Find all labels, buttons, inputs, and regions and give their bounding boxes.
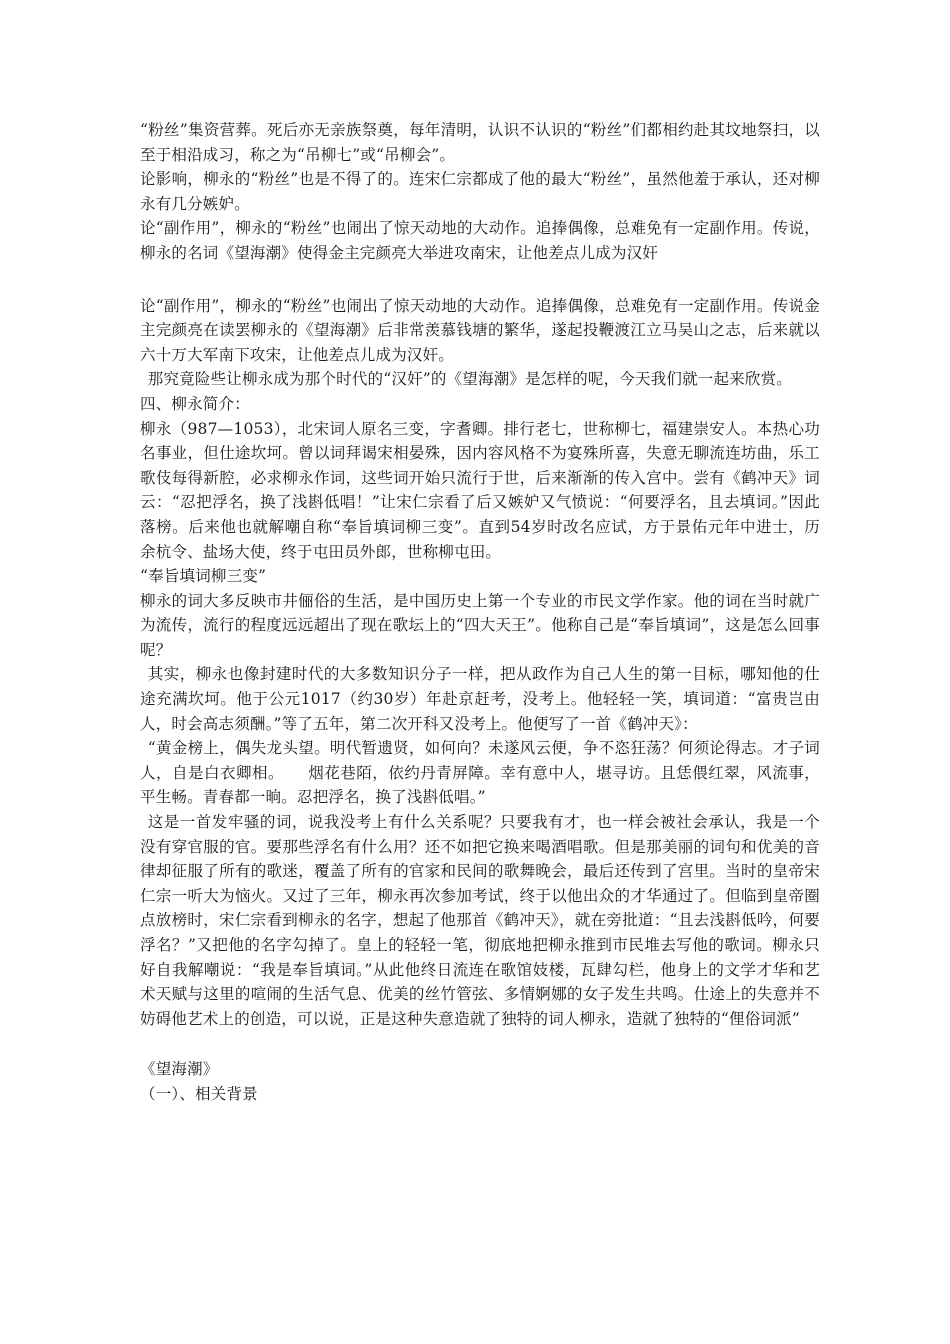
- heading-wanghaichao: 《望海潮》: [140, 1060, 219, 1079]
- paragraph-folk-poet: 柳永的词大多反映市井俪俗的生活，是中国历史上第一个专业的市民文学作家。他的词在当时就广为流传，流行的程度远远超出了现在歌坛上的“四大天王”。他称自己是“奉旨填词”，这是怎么回事呢？: [140, 591, 820, 659]
- paragraph-side-effect-draft: 论“副作用”，柳永的“粉丝”也闹出了惊天动地的大动作。追捧偶像，总难免有一定副作用。传说，柳永的名词《望海潮》使得金主完颜亮大举进攻南宋，让他差点儿成为汉奸: [140, 219, 820, 262]
- heading-background: （一）、相关背景: [140, 1084, 258, 1103]
- blank-line: [140, 266, 820, 294]
- subheading-fengzhi: “奉旨填词柳三变”: [140, 567, 267, 586]
- poem-hechongtian: “黄金榜上，偶失龙头望。明代暂遗贤，如何向？未遂风云便，争不恣狂荡？何须论得志。才子词人，自是白衣卿相。 烟花巷陌，依约丹青屏障。幸有意中人，堪寻访。且恁偎红翠，风流事，平生畅。青春都一晌。忍把浮名，换了浅斟低唱。”: [140, 739, 820, 807]
- blank-line: [140, 1031, 820, 1057]
- paragraph-side-effect: 论“副作用”，柳永的“粉丝”也闹出了惊天动地的大动作。追捧偶像，总难免有一定副作用。传说金主完颜亮在读罢柳永的《望海潮》后非常羡慕钱塘的繁华，遂起投鞭渡江立马吴山之志，后来就以六十万大军南下攻宋，让他差点儿成为汉奸。: [140, 296, 820, 364]
- document-page: [140, 118, 820, 1107]
- paragraph-exam-story: 其实，柳永也像封建时代的大多数知识分子一样，把从政作为自己人生的第一目标，哪知他的仕途充满坎坷。他于公元1017（约30岁）年赴京赶考，没考上。他轻轻一笑，填词道：“富贵岂由人，时会高志须酬。”等了五年，第二次开科又没考上。他便写了一首《鹤冲天》：: [140, 665, 820, 733]
- paragraph-funeral: “粉丝”集资营葬。死后亦无亲族祭奠，每年清明，认识不认识的“粉丝”们都相约赴其坟地祭扫，以至于相沿成习，称之为“吊柳七”或“吊柳会”。: [140, 121, 820, 164]
- paragraph-commentary: 这是一首发牢骚的词，说我没考上有什么关系呢？只要我有才，也一样会被社会承认，我是一个没有穿官服的官。要那些浮名有什么用？还不如把它换来喝酒唱歌。但是那美丽的词句和优美的音律却征服了所有的歌迷，覆盖了所有的官家和民间的歌舞晚会，最后还传到了宫里。当时的皇帝宋仁宗一听大为恼火。又过了三年，柳永再次参加考试，终于以他出众的才华通过了。但临到皇帝圈点放榜时，宋仁宗看到柳永的名字，想起了他那首《鹤冲天》，就在旁批道：“且去浅斟低吟，何要浮名？”又把他的名字勾掉了。皇上的轻轻一笔，彻底地把柳永推到市民堆去写他的歌词。柳永只好自我解嘲说：“我是奉旨填词。”从此他终日流连在歌馆妓楼，瓦肆勾栏，他身上的文学才华和艺术天赋与这里的喧闹的生活气息、优美的丝竹管弦、多情婀娜的女子发生共鸣。仕途上的失意并不妨碍他艺术上的创造，可以说，正是这种失意造就了独特的词人柳永，造就了独特的“俚俗词派”: [140, 813, 820, 1028]
- paragraph-transition: 那究竟险些让柳永成为那个时代的“汉奸”的《望海潮》是怎样的呢，今天我们就一起来欣赏。: [147, 370, 793, 389]
- section-heading-biography: 四、柳永简介：: [140, 394, 250, 413]
- paragraph-influence: 论影响，柳永的“粉丝”也是不得了的。连宋仁宗都成了他的最大“粉丝”，虽然他羞于承认，还对柳永有几分嫉妒。: [140, 170, 820, 213]
- paragraph-biography: 柳永（987—1053），北宋词人原名三变，字耆卿。排行老七，世称柳七，福建崇安人。本热心功名事业，但仕途坎坷。曾以词拜谒宋相晏殊，因内容风格不为宴殊所喜，失意无聊流连坊曲，乐工歌伎每得新腔，必求柳永作词，这些词开始只流行于世，后来渐渐的传入宫中。尝有《鹤冲天》词云：“忍把浮名，换了浅斟低唱！”让宋仁宗看了后又嫉妒又气愤说：“何要浮名，且去填词。”因此落榜。后来他也就解嘲自称“奉旨填词柳三变”。直到54岁时改名应试，方于景佑元年中进士，历余杭令、盐场大使，终于屯田员外郎，世称柳屯田。: [140, 419, 820, 561]
